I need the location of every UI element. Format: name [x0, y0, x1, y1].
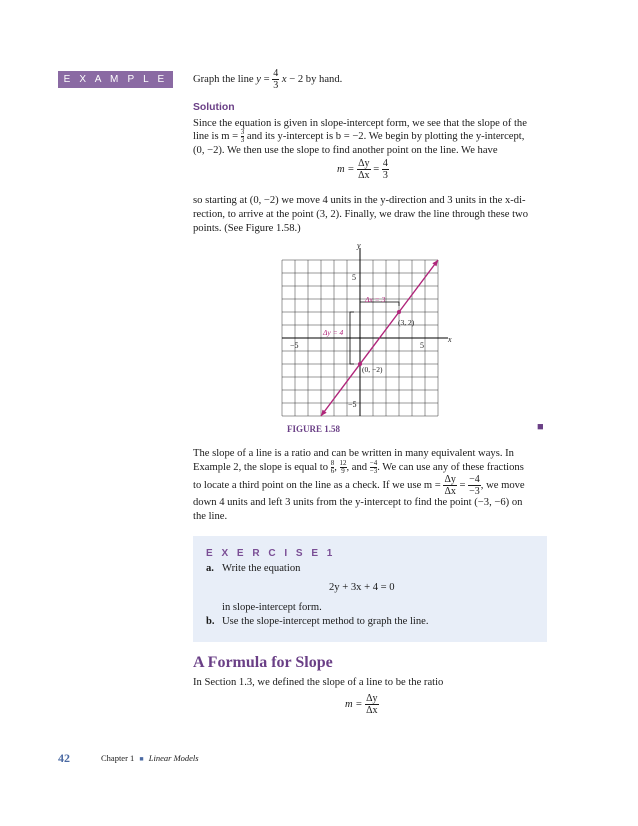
after-line-1: so starting at (0, −2) we move 4 units in the y-direction and 3 units in the x-di-: [193, 195, 526, 206]
slope-small-fraction: $\frac{3}{3}$: [240, 128, 245, 145]
y-axis-label: y: [357, 241, 361, 250]
tick-label-x-5: 5: [420, 341, 424, 350]
prompt-post: − 2 by hand.: [286, 73, 343, 85]
data-point-1: [397, 310, 401, 314]
point-label-3-2: (3, 2): [398, 318, 415, 327]
discussion-line-2: Example 2, the slope is equal to $\frac{8}{6}$ , $\frac{12}{9}$ , and $\frac{-4}{-3}$ . We can use any of these fractions: [193, 459, 524, 476]
tick-label-y-5: 5: [352, 273, 356, 282]
exercise-heading: E X E R C I S E 1: [206, 548, 336, 559]
exercise-part-a-text: Write the equation: [222, 563, 301, 574]
point-label-0-neg2: (0, −2): [362, 365, 383, 374]
exercise-part-a-text-2: in slope-intercept form.: [222, 602, 322, 613]
section-heading: A Formula for Slope: [193, 654, 333, 671]
delta-x-label: Δx = 3: [365, 295, 386, 304]
tick-label-y-neg5: −5: [348, 400, 357, 409]
step-annotations: [350, 302, 399, 364]
delta-y-label: Δy = 4: [323, 328, 344, 337]
after-line-3: points. (See Figure 1.58.): [193, 223, 301, 234]
discussion-line-1: The slope of a line is a ratio and can be written in many equivalent ways. In: [193, 448, 514, 459]
solution-line-2: line is m = $\frac{3}{3}$ and its y-intercept is b = −2. We begin by plotting the y-intercept,: [193, 128, 525, 145]
figure-1-58: [270, 236, 470, 436]
prompt-eq: =: [260, 73, 273, 85]
discussion-line-5: the line.: [193, 511, 228, 522]
footer-chapter: Chapter 1 ■ Linear Models: [101, 753, 199, 763]
prompt-y: y: [256, 73, 261, 85]
solution-heading: Solution: [193, 102, 235, 113]
end-of-example-square: ■: [537, 421, 544, 433]
prompt-pre: Graph the line: [193, 73, 257, 85]
page-number: 42: [58, 751, 70, 765]
x-axis-label: x: [448, 335, 452, 344]
footer-square: ■: [139, 755, 144, 763]
solution-line-1: Since the equation is given in slope-intercept form, we see that the slope of the: [193, 118, 527, 129]
tick-label-x-neg5: −5: [290, 341, 299, 350]
exercise-part-b-text: Use the slope-intercept method to graph the line.: [222, 616, 429, 627]
figure-caption: FIGURE 1.58: [287, 424, 341, 434]
slope-formula: m = $\frac{\Delta y}{\Delta x}$ = $\frac{4}{3}$: [337, 158, 388, 181]
exercise-equation: 2y + 3x + 4 = 0: [329, 582, 395, 593]
example-tab: E X A M P L E 2: [58, 71, 173, 88]
exercise-part-a-label: a.: [206, 563, 214, 574]
data-point-0: [358, 362, 362, 366]
example-prompt: [193, 68, 553, 91]
prompt-fraction: $\frac{4}{3}$: [273, 68, 279, 91]
after-line-2: rection, to arrive at the point (3, 2). Finally, we draw the line through these two: [193, 209, 528, 220]
exercise-part-b-label: b.: [206, 616, 215, 627]
section-formula: m = $\frac{\Delta y}{\Delta x}$: [345, 693, 378, 716]
section-text: In Section 1.3, we defined the slope of a line to be the ratio: [193, 677, 444, 688]
discussion-line-4: down 4 units and left 3 units from the y-intercept to find the point (−3, −6) on: [193, 497, 523, 508]
prompt-x: x: [281, 73, 287, 85]
discussion-line-3: to locate a third point on the line as a check. If we use m = $\frac{\Delta y}{\Delta x}$ = $\frac{-4}{-3}$ , we move: [193, 474, 525, 497]
solution-line-3: (0, −2). We then use the slope to find another point on the line. We have: [193, 145, 498, 156]
